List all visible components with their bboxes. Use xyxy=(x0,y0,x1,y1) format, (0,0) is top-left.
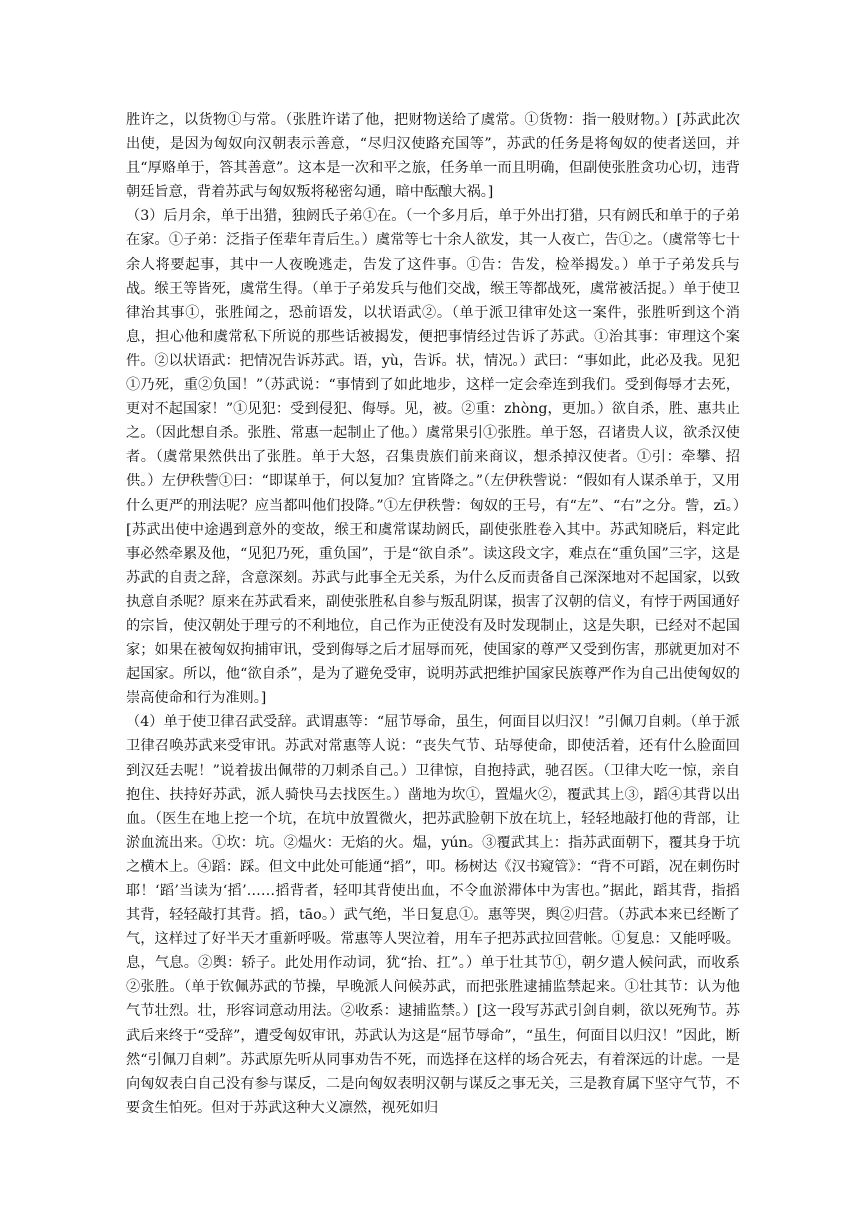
paragraph-annotation-intro: 胜许之，以货物①与常。（张胜许诺了他，把财物送给了虞常。①货物：指一般财物。）[苏武此次出使，是因为匈奴向汉朝表示善意，“尽归汉使路充国等”，苏武的任务是将匈奴的使者送回，并且“厚赂单于，答其善意”。这本是一次和平之旅，任务单一而且明确，但副使张胜贪功心切，违背朝廷旨意，背着苏武与匈奴叛将秘密勾通，暗中酝酿大祸。] xyxy=(126,112,740,201)
paragraph-section-4: （4）单于使卫律召武受辞。武谓惠等：“屈节辱命，虽生，何面目以归汉！”引佩刀自刺。（单于派卫律召唤苏武来受审讯。苏武对常惠等人说：“丧失气节、玷辱使命，即使活着，还有什么脸面回到汉廷去呢！”说着拔出佩带的刀刺杀自己。）卫律惊，自抱持武，驰召医。（卫律大吃一惊，亲自抱住、扶持好苏武，派人骑快马去找医生。）凿地为坎①，置煴火②，覆武其上③，蹈④其背以出血。（医生在地上挖一个坑，在坑中放置微火，把苏武脸朝下放在坑上，轻轻地敲打他的背部，让淤血流出来。①坎：坑。②煴火：无焰的火。煴，yún。③覆武其上：指苏武面朝下，覆其身于坑之横木上。④蹈：踩。但文中此处可能通“搯”，叩。杨树达《汉书窥管》：“背不可蹈，况在刺伤时耶！‘蹈’当读为‘搯’……搯背者，轻叩其背使出血，不令血淤滞体中为害也。”据此，蹈其背，指搯其背，轻轻敲打其背。搯，tāo。）武气绝，半日复息①。惠等哭，舆②归营。（苏武本来已经断了气，这样过了好半天才重新呼吸。常惠等人哭泣着，用车子把苏武拉回营帐。①复息：又能呼吸。息，气息。②舆：轿子。此处用作动词，犹“抬、扛”。）单于壮其节①，朝夕遣人候问武，而收系②张胜。（单于钦佩苏武的节操，早晚派人问候苏武，而把张胜逮捕监禁起来。①壮其节：认为他气节壮烈。壮，形容词意动用法。②收系：逮捕监禁。）[这一段写苏武引剑自刺，欲以死殉节。苏武后来终于“受辞”，遭受匈奴审讯，苏武认为这是“屈节辱命”，“虽生，何面目以归汉！”因此，断然“引佩刀自刺”。苏武原先听从同事劝告不死，而选择在这样的场合死去，有着深远的计虑。一是向匈奴表白自己没有参与谋反，二是向匈奴表明汉朝与谋反之事无关，三是教育属下坚守气节，不要贪生怕死。但对于苏武这种大义凛然，视死如归 xyxy=(126,714,740,1116)
document-body xyxy=(126,108,740,1120)
paragraph-section-3: （3）后月余，单于出猎，独阏氏子弟①在。（一个多月后，单于外出打猎，只有阏氏和单于的子弟在家。①子弟：泛指子侄辈年青后生。）虞常等七十余人欲发，其一人夜亡，告①之。（虞常等七十余人将要起事，其中一人夜晚逃走，告发了这件事。①告：告发，检举揭发。）单于子弟发兵与战。缑王等皆死，虞常生得。（单于子弟发兵与他们交战，缑王等都战死，虞常被活捉。）单于使卫律治其事①，张胜闻之，恐前语发，以状语武②。（单于派卫律审处这一案件，张胜听到这个消息，担心他和虞常私下所说的那些话被揭发，便把事情经过告诉了苏武。①治其事：审理这个案件。②以状语武：把情况告诉苏武。语，yù，告诉。状，情况。）武曰：“事如此，此必及我。见犯①乃死，重②负国！”（苏武说：“事情到了如此地步，这样一定会牵连到我们。受到侮辱才去死，更对不起国家！”①见犯：受到侵犯、侮辱。见，被。②重：zhòng，更加。）欲自杀，胜、惠共止之。（因此想自杀。张胜、常惠一起制止了他。）虞常果引①张胜。单于怒，召诸贵人议，欲杀汉使者。（虞常果然供出了张胜。单于大怒，召集贵族们前来商议，想杀掉汉使者。①引：牵攀、招供。）左伊秩訾①曰：“即谋单于，何以复加？宜皆降之。”（左伊秩訾说：“假如有人谋杀单于，又用什么更严的刑法呢？应当都叫他们投降。”①左伊秩訾：匈奴的王号，有“左”、“右”之分。訾，zī。）[苏武出使中途遇到意外的变故，缑王和虞常谋劫阏氏，副使张胜卷入其中。苏武知晓后，料定此事必然牵累及他，“见犯乃死，重负国”，于是“欲自杀”。读这段文字，难点在“重负国”三字，这是苏武的自责之辞，含意深刻。苏武与此事全无关系，为什么反而责备自己深深地对不起国家，以致执意自杀呢？原来在苏武看来，副使张胜私自参与叛乱阴谋，损害了汉朝的信义，有悖于两国通好的宗旨，使汉朝处于理亏的不利地位，自己作为正使没有及时发现制止，这是失职，已经对不起国家；如果在被匈奴拘捕审讯，受到侮辱之后才屈辱而死，使国家的尊严又受到伤害，那就更加对不起国家。所以，他“欲自杀”，是为了避免受审，说明苏武把维护国家民族尊严作为自己出使匈奴的崇高使命和行为准则。] xyxy=(126,208,740,707)
